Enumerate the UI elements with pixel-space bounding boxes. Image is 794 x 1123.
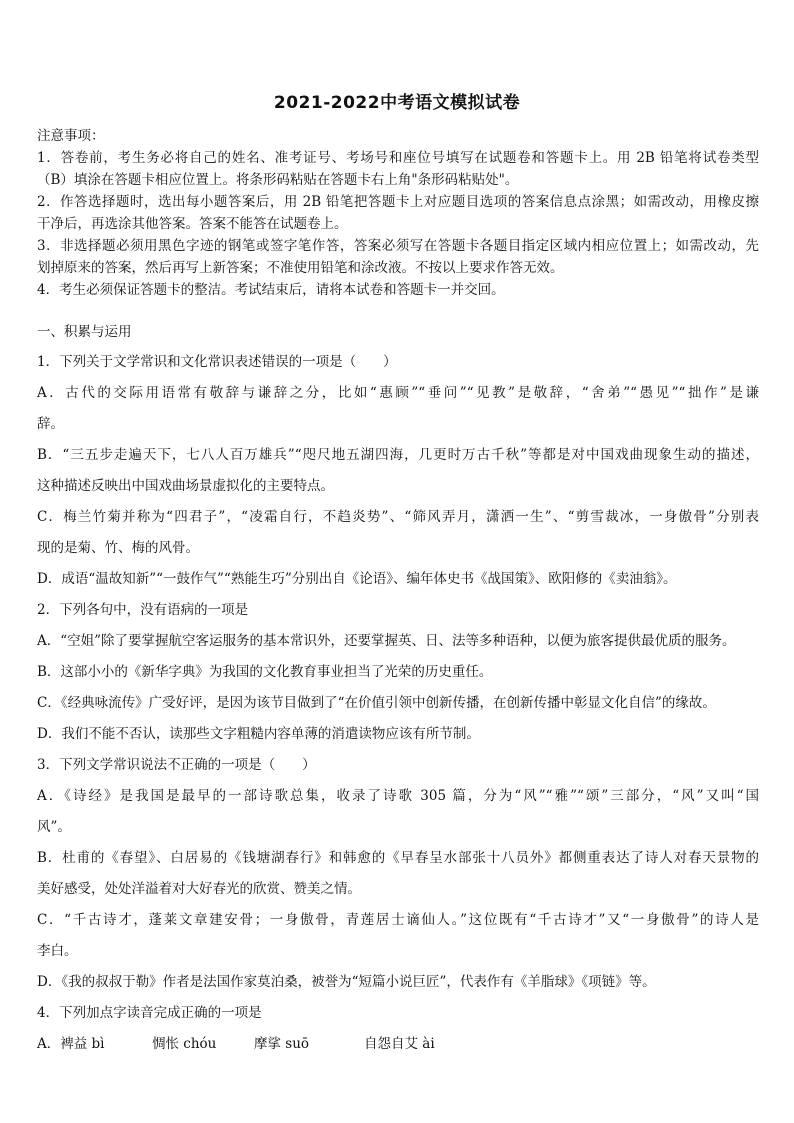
option-b: B．这部小小的《新华字典》为我国的文化教育事业担当了光荣的历史重任。 <box>37 664 493 680</box>
option-a-cont: 辞。 <box>37 416 64 432</box>
notice-line: 2．作答选择题时，选出每小题答案后，用 2B 铅笔把答题卡上对应题目选项的答案信息点涂黑；如需改动，用橡皮擦 <box>37 194 759 210</box>
option-a: A．“空姐”除了要掌握航空客运服务的基本常识外，还要掌握英、日、法等多种语种，以便为旅客提供最优质的服务。 <box>37 633 736 649</box>
question-stem: 4．下列加点字读音完成正确的一项是 <box>37 1005 262 1021</box>
pinyin-item: 惆怅 chóu <box>152 1036 217 1052</box>
option-c: C．“千古诗才，蓬莱文章建安骨；一身傲骨，青莲居士谪仙人。”这位既有“千古诗才”又“一身傲骨”的诗人是 <box>37 912 759 928</box>
option-a: A．《诗经》是我国是最早的一部诗歌总集，收录了诗歌 305 篇，分为“风”“雅”“颂”三部分，“风”又叫“国 <box>37 788 759 804</box>
option-b: B．“三五步走遍天下，七八人百万雄兵”“咫尺地五湖四海，几更时万古千秋”等都是对中国戏曲现象生动的描述， <box>37 447 759 463</box>
option-a-cont: 风”。 <box>37 819 71 835</box>
option-c: C．梅兰竹菊并称为“四君子”，“凌霜自行，不趋炎势”、“筛风弄月，潇洒一生”、“剪雪裁冰，一身傲骨”分别表 <box>37 509 759 525</box>
pinyin-item: A．裨益 bì <box>37 1036 105 1052</box>
pinyin-item: 自怨自艾 ài <box>364 1036 435 1052</box>
question-stem: 2．下列各句中，没有语病的一项是 <box>37 602 249 618</box>
notice-line: 3．非选择题必须用黑色字迹的钢笔或签字笔作答，答案必须写在答题卡各题目指定区域内相应位置上；如需改动，先 <box>37 238 759 254</box>
option-c: C．《经典咏流传》广受好评，是因为该节目做到了“在价值引领中创新传播，在创新传播中彰显文化自信”的缘故。 <box>37 695 716 711</box>
page-title: 2021-2022中考语文模拟试卷 <box>273 93 521 113</box>
option-d: D．我们不能不否认，读那些文字粗糙内容单薄的消遣读物应该有所节制。 <box>37 726 480 742</box>
notice-line: 干净后，再选涂其他答案。答案不能答在试题卷上。 <box>37 216 348 232</box>
notice-heading: 注意事项： <box>37 128 105 144</box>
question-stem: 1．下列关于文学常识和文化常识表述错误的一项是（ ） <box>37 354 397 370</box>
pinyin-item: 摩挲 suō <box>254 1036 310 1052</box>
option-b-cont: 美好感受，处处洋溢着对大好春光的欣赏、赞美之情。 <box>37 881 361 897</box>
option-d: D．成语“温故知新”“一鼓作气”“熟能生巧”分别出自《论语》、编年体史书《战国策》、欧阳修的《卖油翁》。 <box>37 571 677 587</box>
option-d: D．《我的叔叔于勒》作者是法国作家莫泊桑，被誉为“短篇小说巨匠”，代表作有《羊脂球》《项链》等。 <box>37 974 656 990</box>
notice-line: 4．考生必须保证答题卡的整洁。考试结束后，请将本试卷和答题卡一并交回。 <box>37 282 505 298</box>
question-stem: 3．下列文学常识说法不正确的一项是（ ） <box>37 757 316 773</box>
notice-line: 划掉原来的答案，然后再写上新答案；不准使用铅笔和涂改液。不按以上要求作答无效。 <box>37 260 564 276</box>
option-b: B．杜甫的《春望》、白居易的《钱塘湖春行》和韩愈的《早春呈水部张十八员外》都侧重表达了诗人对春天景物的 <box>37 850 759 866</box>
option-b-cont: 这种描述反映出中国戏曲场景虚拟化的主要特点。 <box>37 478 334 494</box>
option-c-cont: 李白。 <box>37 943 78 959</box>
option-a <box>37 1034 759 1054</box>
option-c-cont: 现的是菊、竹、梅的风骨。 <box>37 540 199 556</box>
notice-line: 1．答卷前，考生务必将自己的姓名、准考证号、考场号和座位号填写在试题卷和答题卡上。用 2B 铅笔将试卷类型 <box>37 150 759 166</box>
notice-line: （B）填涂在答题卡相应位置上。将条形码粘贴在答题卡右上角"条形码粘贴处"。 <box>37 172 519 188</box>
option-a: A．古代的交际用语常有敬辞与谦辞之分，比如“惠顾”“垂问”“见教”是敬辞，“舍弟”“愚见”“拙作”是谦 <box>37 385 759 401</box>
section-heading: 一、积累与运用 <box>37 324 132 340</box>
